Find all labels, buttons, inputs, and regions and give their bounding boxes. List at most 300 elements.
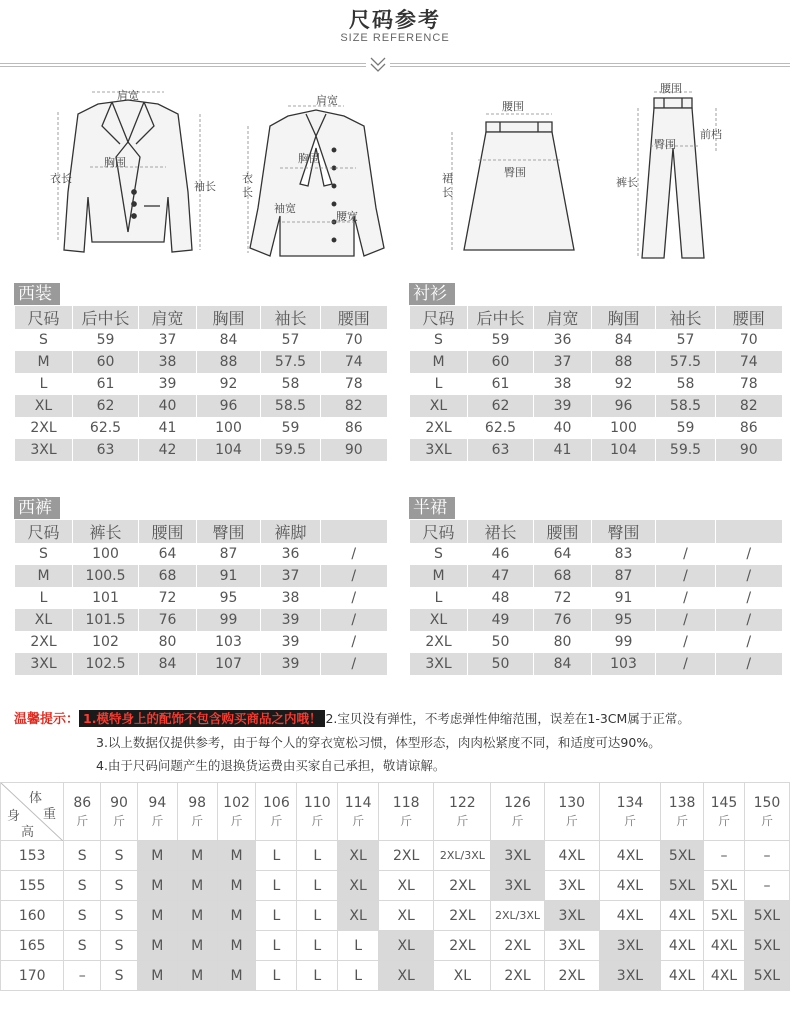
table-cell: 90 <box>321 439 387 461</box>
table-row <box>410 329 782 351</box>
size-cell: 2XL <box>434 931 491 961</box>
corner-weight: 体 <box>29 791 43 806</box>
grid-header-row <box>1 783 790 841</box>
weight-unit: 斤 <box>676 813 689 828</box>
size-cell: 4XL <box>704 931 745 961</box>
waist-label: 腰宽 <box>336 210 358 223</box>
size-cell: – <box>704 841 745 871</box>
size-cell: M <box>217 961 256 991</box>
column-header <box>716 520 782 543</box>
table-cell: 63 <box>73 439 139 461</box>
column-header: 尺码 <box>410 306 468 329</box>
table-cell: / <box>656 609 716 631</box>
table-cell: 80 <box>139 631 197 653</box>
table-row <box>410 565 782 587</box>
weight-value: 98 <box>188 794 207 811</box>
column-header: 胸围 <box>197 306 261 329</box>
table-cell: 40 <box>534 417 592 439</box>
weight-header <box>704 783 745 841</box>
table-cell: 100.5 <box>73 565 139 587</box>
size-cell: M <box>137 871 177 901</box>
table-cell: 3XL <box>410 439 468 461</box>
table-cell: 59 <box>73 329 139 351</box>
table-cell: XL <box>15 609 73 631</box>
table-cell: 58 <box>261 373 321 395</box>
table-cell: 100 <box>197 417 261 439</box>
size-cell: 2XL <box>379 841 434 871</box>
size-cell: S <box>101 931 138 961</box>
table-title: 西装 <box>14 283 60 305</box>
weight-value: 102 <box>223 794 250 811</box>
size-cell: XL <box>338 871 379 901</box>
table-cell: 84 <box>197 329 261 351</box>
table-cell: 90 <box>716 439 782 461</box>
column-header: 腰围 <box>139 520 197 543</box>
page-subtitle: SIZE REFERENCE <box>340 32 450 44</box>
size-cell: XL <box>379 901 434 931</box>
column-header: 后中长 <box>73 306 139 329</box>
weight-value: 86 <box>73 794 92 811</box>
weight-header <box>379 783 434 841</box>
size-cell: 2XL <box>544 961 599 991</box>
blouse-diagram <box>236 88 406 268</box>
table-cell: 92 <box>197 373 261 395</box>
weight-unit: 斤 <box>511 813 524 828</box>
table-cell: 76 <box>534 609 592 631</box>
size-cell: M <box>177 901 217 931</box>
height-cell: 153 <box>1 841 64 871</box>
table-cell: 2XL <box>410 631 468 653</box>
grid-row <box>1 931 790 961</box>
table-cell: S <box>410 543 468 565</box>
size-cell: 3XL <box>599 931 660 961</box>
hip-label: 臀围 <box>504 166 526 179</box>
size-cell: S <box>64 931 101 961</box>
weight-header <box>137 783 177 841</box>
size-cell: L <box>256 931 297 961</box>
table-cell: 78 <box>716 373 782 395</box>
grid-corner <box>1 783 64 841</box>
table-cell: / <box>716 587 782 609</box>
weight-header <box>217 783 256 841</box>
table-cell: / <box>656 543 716 565</box>
height-weight-size-grid <box>0 782 790 991</box>
table-cell: 72 <box>139 587 197 609</box>
table-row <box>15 439 387 461</box>
table-row <box>410 351 782 373</box>
table-cell: 102 <box>73 631 139 653</box>
table-row <box>410 653 782 675</box>
table-cell: 63 <box>468 439 534 461</box>
weight-header <box>434 783 491 841</box>
size-cell: 3XL <box>544 931 599 961</box>
table-cell: 87 <box>197 543 261 565</box>
table-cell: 91 <box>197 565 261 587</box>
weight-header <box>491 783 544 841</box>
sleeve-width-label: 袖宽 <box>274 202 296 215</box>
size-cell: 4XL <box>599 871 660 901</box>
table-cell: 46 <box>468 543 534 565</box>
table-cell: M <box>15 565 73 587</box>
size-cell: L <box>256 961 297 991</box>
size-cell: 5XL <box>704 871 745 901</box>
table-cell: 68 <box>534 565 592 587</box>
table-cell: 86 <box>321 417 387 439</box>
grid-row <box>1 961 790 991</box>
length-label: 衣长 <box>50 172 72 185</box>
table-cell: M <box>410 351 468 373</box>
table-cell: 47 <box>468 565 534 587</box>
table-cell: 99 <box>592 631 656 653</box>
table-cell: 58 <box>656 373 716 395</box>
size-cell: XL <box>379 931 434 961</box>
size-cell: 2XL/3XL <box>491 901 544 931</box>
table-cell: / <box>656 587 716 609</box>
table-cell: L <box>410 373 468 395</box>
size-cell: M <box>137 901 177 931</box>
shirt-size-table <box>409 283 781 483</box>
table-cell: / <box>321 631 387 653</box>
table-cell: XL <box>410 395 468 417</box>
table-cell: 101.5 <box>73 609 139 631</box>
table-cell: 39 <box>261 653 321 675</box>
table-cell: 3XL <box>410 653 468 675</box>
table-cell: 36 <box>534 329 592 351</box>
table-cell: 61 <box>73 373 139 395</box>
size-cell: L <box>297 901 338 931</box>
table-cell: 103 <box>592 653 656 675</box>
table-cell: 38 <box>534 373 592 395</box>
size-cell: M <box>137 961 177 991</box>
table-row <box>15 395 387 417</box>
size-cell: L <box>256 871 297 901</box>
table-cell: / <box>321 653 387 675</box>
table-cell: 80 <box>534 631 592 653</box>
page-title: 尺码参考 <box>349 8 441 32</box>
table-cell: 3XL <box>15 653 73 675</box>
column-header: 裤长 <box>73 520 139 543</box>
size-cell: 2XL/3XL <box>434 841 491 871</box>
table-cell: 70 <box>716 329 782 351</box>
table-cell: 68 <box>139 565 197 587</box>
table-cell: 59 <box>261 417 321 439</box>
table-row <box>410 587 782 609</box>
table-cell: 39 <box>261 609 321 631</box>
weight-unit: 斤 <box>230 813 243 828</box>
size-cell: S <box>101 901 138 931</box>
table-cell: 84 <box>534 653 592 675</box>
tips-line1: 2.宝贝没有弹性，不考虑弹性伸缩范围，误差在1-3CM属于正常。 <box>325 711 690 726</box>
table-cell: 96 <box>197 395 261 417</box>
table-cell: 58.5 <box>656 395 716 417</box>
size-cell: 4XL <box>661 901 704 931</box>
hip-label: 臀围 <box>654 138 676 151</box>
size-cell: M <box>177 931 217 961</box>
weight-value: 90 <box>110 794 128 811</box>
size-cell: 3XL <box>599 961 660 991</box>
skirt-size-table <box>409 497 781 697</box>
table-cell: 2XL <box>15 631 73 653</box>
sleeve-label: 袖长 <box>194 180 216 193</box>
column-header: 腰围 <box>716 306 782 329</box>
length-label-b: 长 <box>442 186 453 199</box>
chevron-down-icon <box>366 55 390 75</box>
table-cell: 36 <box>261 543 321 565</box>
table-cell: 95 <box>592 609 656 631</box>
table-cell: 58.5 <box>261 395 321 417</box>
shoulder-label: 肩宽 <box>117 89 139 102</box>
table-cell: 104 <box>592 439 656 461</box>
column-header: 腰围 <box>534 520 592 543</box>
weight-value: 122 <box>448 794 476 811</box>
table-cell: 50 <box>468 631 534 653</box>
table-row <box>410 439 782 461</box>
weight-header <box>64 783 101 841</box>
table-cell: / <box>656 653 716 675</box>
table-cell: 91 <box>592 587 656 609</box>
table-row <box>15 543 387 565</box>
size-cell: XL <box>379 961 434 991</box>
table-row <box>15 417 387 439</box>
column-header: 尺码 <box>410 520 468 543</box>
table-title: 衬衫 <box>409 283 455 305</box>
weight-value: 118 <box>392 794 420 811</box>
table-cell: 84 <box>592 329 656 351</box>
table-cell: 92 <box>592 373 656 395</box>
weight-unit: 斤 <box>623 813 636 828</box>
column-header: 尺码 <box>15 306 73 329</box>
table-cell: 107 <box>197 653 261 675</box>
column-header: 袖长 <box>656 306 716 329</box>
table-cell: 49 <box>468 609 534 631</box>
weight-value: 94 <box>148 794 167 811</box>
size-cell: 4XL <box>661 961 704 991</box>
size-cell: L <box>338 961 379 991</box>
size-cell: 5XL <box>661 871 704 901</box>
table-cell: 74 <box>716 351 782 373</box>
table-cell: 64 <box>534 543 592 565</box>
size-cell: S <box>101 961 138 991</box>
weight-header <box>661 783 704 841</box>
weight-value: 138 <box>668 794 696 811</box>
chest-label: 胸围 <box>104 156 126 169</box>
table-cell: 82 <box>716 395 782 417</box>
table-cell: / <box>716 631 782 653</box>
table-cell: S <box>15 543 73 565</box>
table-cell: L <box>15 587 73 609</box>
table-cell: / <box>716 565 782 587</box>
size-cell: – <box>744 841 789 871</box>
column-header <box>656 520 716 543</box>
table-cell: 42 <box>139 439 197 461</box>
table-header-row <box>15 306 387 329</box>
size-cell: – <box>64 961 101 991</box>
table-cell: 57 <box>261 329 321 351</box>
table-cell: 57.5 <box>261 351 321 373</box>
table-cell: 50 <box>468 653 534 675</box>
table-cell: 62 <box>468 395 534 417</box>
table-cell: 2XL <box>410 417 468 439</box>
size-cell: XL <box>379 871 434 901</box>
size-cell: 3XL <box>544 871 599 901</box>
height-cell: 160 <box>1 901 64 931</box>
tips-line3: 4.由于尺码问题产生的退换货运费由买家自己承担，敬请谅解。 <box>96 758 446 773</box>
table-cell: 83 <box>592 543 656 565</box>
table-cell: 59.5 <box>656 439 716 461</box>
length-label-b: 长 <box>242 186 253 199</box>
chest-label: 胸围 <box>298 152 320 165</box>
size-cell: 2XL <box>491 931 544 961</box>
size-cell: XL <box>434 961 491 991</box>
column-header: 尺码 <box>15 520 73 543</box>
table-row <box>15 653 387 675</box>
table-cell: M <box>410 565 468 587</box>
table-cell: 78 <box>321 373 387 395</box>
column-header: 腰围 <box>321 306 387 329</box>
weight-value: 145 <box>710 794 738 811</box>
table-row <box>410 543 782 565</box>
weight-unit: 斤 <box>270 813 283 828</box>
table-cell: 39 <box>261 631 321 653</box>
table-cell: XL <box>15 395 73 417</box>
table-row <box>410 609 782 631</box>
size-cell: 3XL <box>544 901 599 931</box>
size-cell: M <box>177 961 217 991</box>
tips-highlight: 1.模特身上的配饰不包含购买商品之内哦！ <box>79 710 325 727</box>
table-cell: 57.5 <box>656 351 716 373</box>
size-cell: M <box>177 841 217 871</box>
table-cell: XL <box>410 609 468 631</box>
weight-value: 114 <box>344 794 372 811</box>
table-row <box>410 373 782 395</box>
table-cell: / <box>321 565 387 587</box>
table-cell: 70 <box>321 329 387 351</box>
pants-size-table <box>14 497 386 697</box>
size-cell: XL <box>338 901 379 931</box>
table-row <box>15 565 387 587</box>
tip-line-1 <box>14 708 690 727</box>
grid-row <box>1 841 790 871</box>
height-cell: 170 <box>1 961 64 991</box>
table-cell: 100 <box>73 543 139 565</box>
corner-weight-2: 重 <box>43 807 57 822</box>
column-header: 后中长 <box>468 306 534 329</box>
weight-header <box>744 783 789 841</box>
weight-unit: 斤 <box>400 813 413 828</box>
suit-jacket-diagram <box>40 82 220 262</box>
table-row <box>15 351 387 373</box>
size-cell: M <box>217 841 256 871</box>
weight-unit: 斤 <box>151 813 164 828</box>
table-cell: / <box>716 653 782 675</box>
size-cell: 5XL <box>704 901 745 931</box>
header-divider <box>0 63 790 67</box>
size-cell: 2XL <box>491 961 544 991</box>
size-cell: 5XL <box>744 931 789 961</box>
weight-unit: 斤 <box>717 813 730 828</box>
length-label-a: 裙 <box>442 172 453 185</box>
size-cell: 5XL <box>744 901 789 931</box>
column-header: 肩宽 <box>534 306 592 329</box>
weight-value: 130 <box>558 794 586 811</box>
size-cell: 4XL <box>599 901 660 931</box>
table-cell: 40 <box>139 395 197 417</box>
table-cell: 96 <box>592 395 656 417</box>
size-cell: – <box>744 871 789 901</box>
size-cell: 3XL <box>491 841 544 871</box>
table-cell: 100 <box>592 417 656 439</box>
table-title: 半裙 <box>409 497 455 519</box>
tips-label: 温馨提示： <box>14 712 80 727</box>
suit-size-table <box>14 283 386 483</box>
corner-height: 身 <box>7 809 21 824</box>
shoulder-label: 肩宽 <box>316 94 338 107</box>
table-cell: 2XL <box>15 417 73 439</box>
table-cell: / <box>716 543 782 565</box>
weight-header <box>297 783 338 841</box>
weight-value: 134 <box>616 794 644 811</box>
weight-unit: 斤 <box>760 813 773 828</box>
size-cell: S <box>101 871 138 901</box>
table-cell: S <box>410 329 468 351</box>
table-cell: 84 <box>139 653 197 675</box>
size-cell: 2XL <box>434 871 491 901</box>
size-cell: 4XL <box>599 841 660 871</box>
table-cell: / <box>321 609 387 631</box>
table-row <box>15 609 387 631</box>
length-label-a: 衣 <box>242 172 253 185</box>
table-cell: 64 <box>139 543 197 565</box>
table-cell: 62.5 <box>468 417 534 439</box>
table-cell: 88 <box>592 351 656 373</box>
height-cell: 165 <box>1 931 64 961</box>
size-cell: 4XL <box>661 931 704 961</box>
column-header: 臀围 <box>197 520 261 543</box>
size-cell: L <box>256 841 297 871</box>
size-cell: M <box>137 841 177 871</box>
size-cell: XL <box>338 841 379 871</box>
table-row <box>15 587 387 609</box>
column-header: 裙长 <box>468 520 534 543</box>
height-cell: 155 <box>1 871 64 901</box>
skirt-diagram <box>440 92 580 262</box>
size-cell: L <box>297 841 338 871</box>
table-cell: 82 <box>321 395 387 417</box>
table-cell: 62 <box>73 395 139 417</box>
weight-value: 110 <box>303 794 331 811</box>
tips-line2: 3.以上数据仅提供参考，由于每个人的穿衣宽松习惯，体型形态，肉肉松紧度不同，和适度可达90%。 <box>96 735 661 750</box>
weight-header <box>599 783 660 841</box>
table-row <box>410 631 782 653</box>
table-row <box>15 373 387 395</box>
table-cell: 104 <box>197 439 261 461</box>
weight-unit: 斤 <box>113 813 126 828</box>
weight-unit: 斤 <box>76 813 89 828</box>
grid-row <box>1 901 790 931</box>
table-cell: 101 <box>73 587 139 609</box>
size-cell: 3XL <box>491 871 544 901</box>
table-cell: 88 <box>197 351 261 373</box>
table-cell: 48 <box>468 587 534 609</box>
table-title: 西裤 <box>14 497 60 519</box>
weight-header <box>177 783 217 841</box>
table-cell: 103 <box>197 631 261 653</box>
table-cell: 62.5 <box>73 417 139 439</box>
weight-unit: 斤 <box>456 813 469 828</box>
table-cell: / <box>321 587 387 609</box>
size-cell: 4XL <box>704 961 745 991</box>
table-cell: 41 <box>139 417 197 439</box>
